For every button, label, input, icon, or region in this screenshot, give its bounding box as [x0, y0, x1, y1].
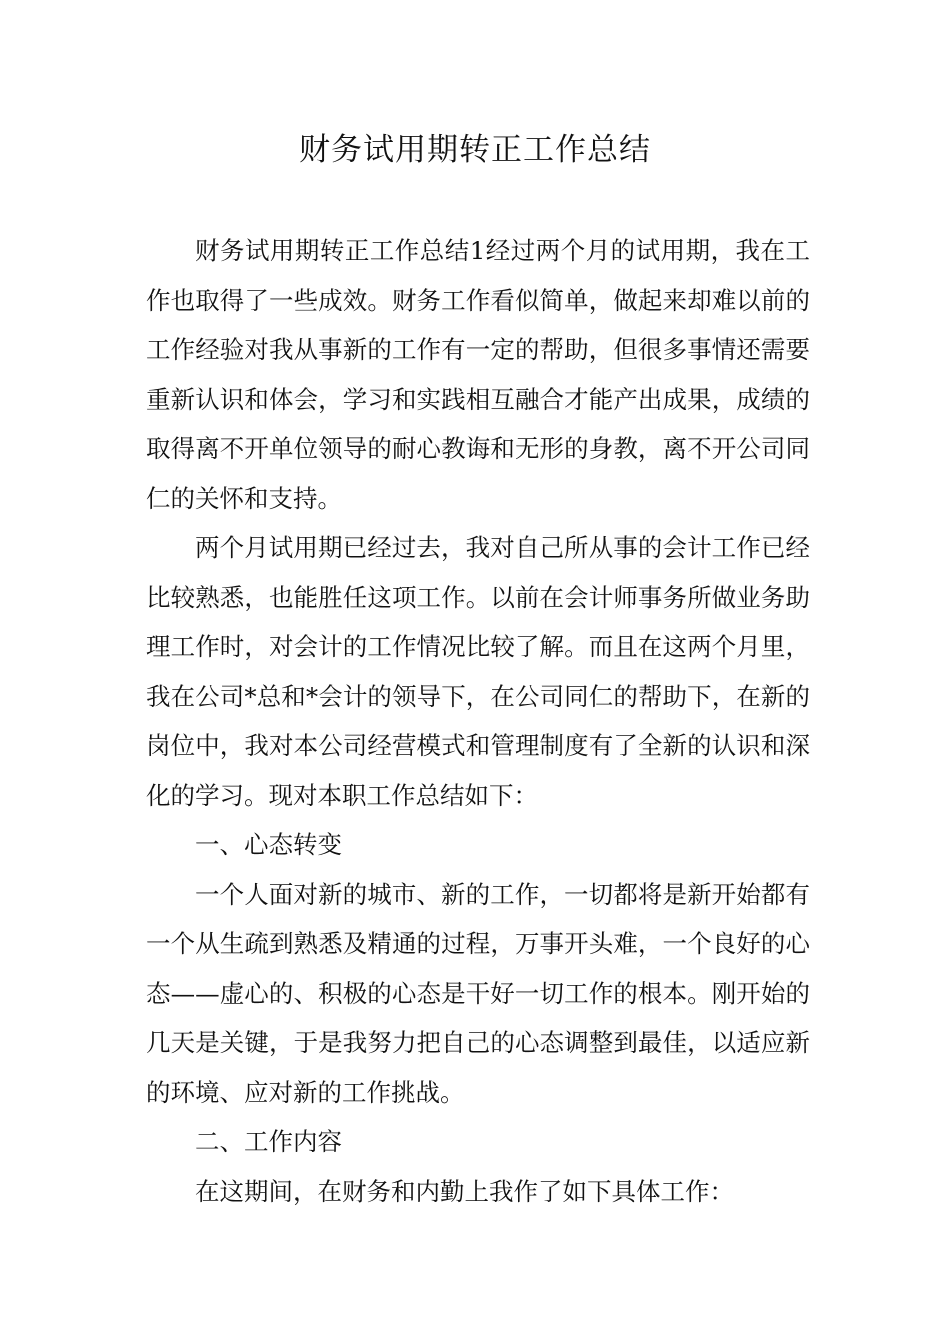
section-heading-mindset: 一、心态转变	[195, 830, 342, 859]
document-title: 财务试用期转正工作总结	[299, 132, 651, 168]
paragraph-experience: 两个月试用期已经过去，我对自己所从事的会计工作已经比较熟悉，也能胜任这项工作。以前在会计师事务所做业务助理工作时，对会计的工作情况比较了解。而且在这两个月里，我在公司*总和*会计的领导下，在公司同仁的帮助下，在新的岗位中，我对本公司经营模式和管理制度有了全新的认识和深化的学习。现对本职工作总结如下：	[146, 533, 810, 810]
document-body	[146, 226, 810, 1216]
paragraph-mindset: 一个人面对新的城市、新的工作，一切都将是新开始都有一个从生疏到熟悉及精通的过程，万事开头难，一个良好的心态——虚心的、积极的心态是干好一切工作的根本。刚开始的几天是关键，于是我努力把自己的心态调整到最佳，以适应新的环境、应对新的工作挑战。	[146, 879, 810, 1107]
paragraph-work-content: 在这期间，在财务和内勤上我作了如下具体工作：	[195, 1176, 734, 1206]
paragraph-intro: 财务试用期转正工作总结1经过两个月的试用期，我在工作也取得了一些成效。财务工作看似简单，做起来却难以前的工作经验对我从事新的工作有一定的帮助，但很多事情还需要重新认识和体会，学习和实践相互融合才能产出成果，成绩的取得离不开单位领导的耐心教诲和无形的身教，离不开公司同仁的关怀和支持。	[146, 236, 810, 513]
section-heading-work-content: 二、工作内容	[195, 1127, 342, 1156]
